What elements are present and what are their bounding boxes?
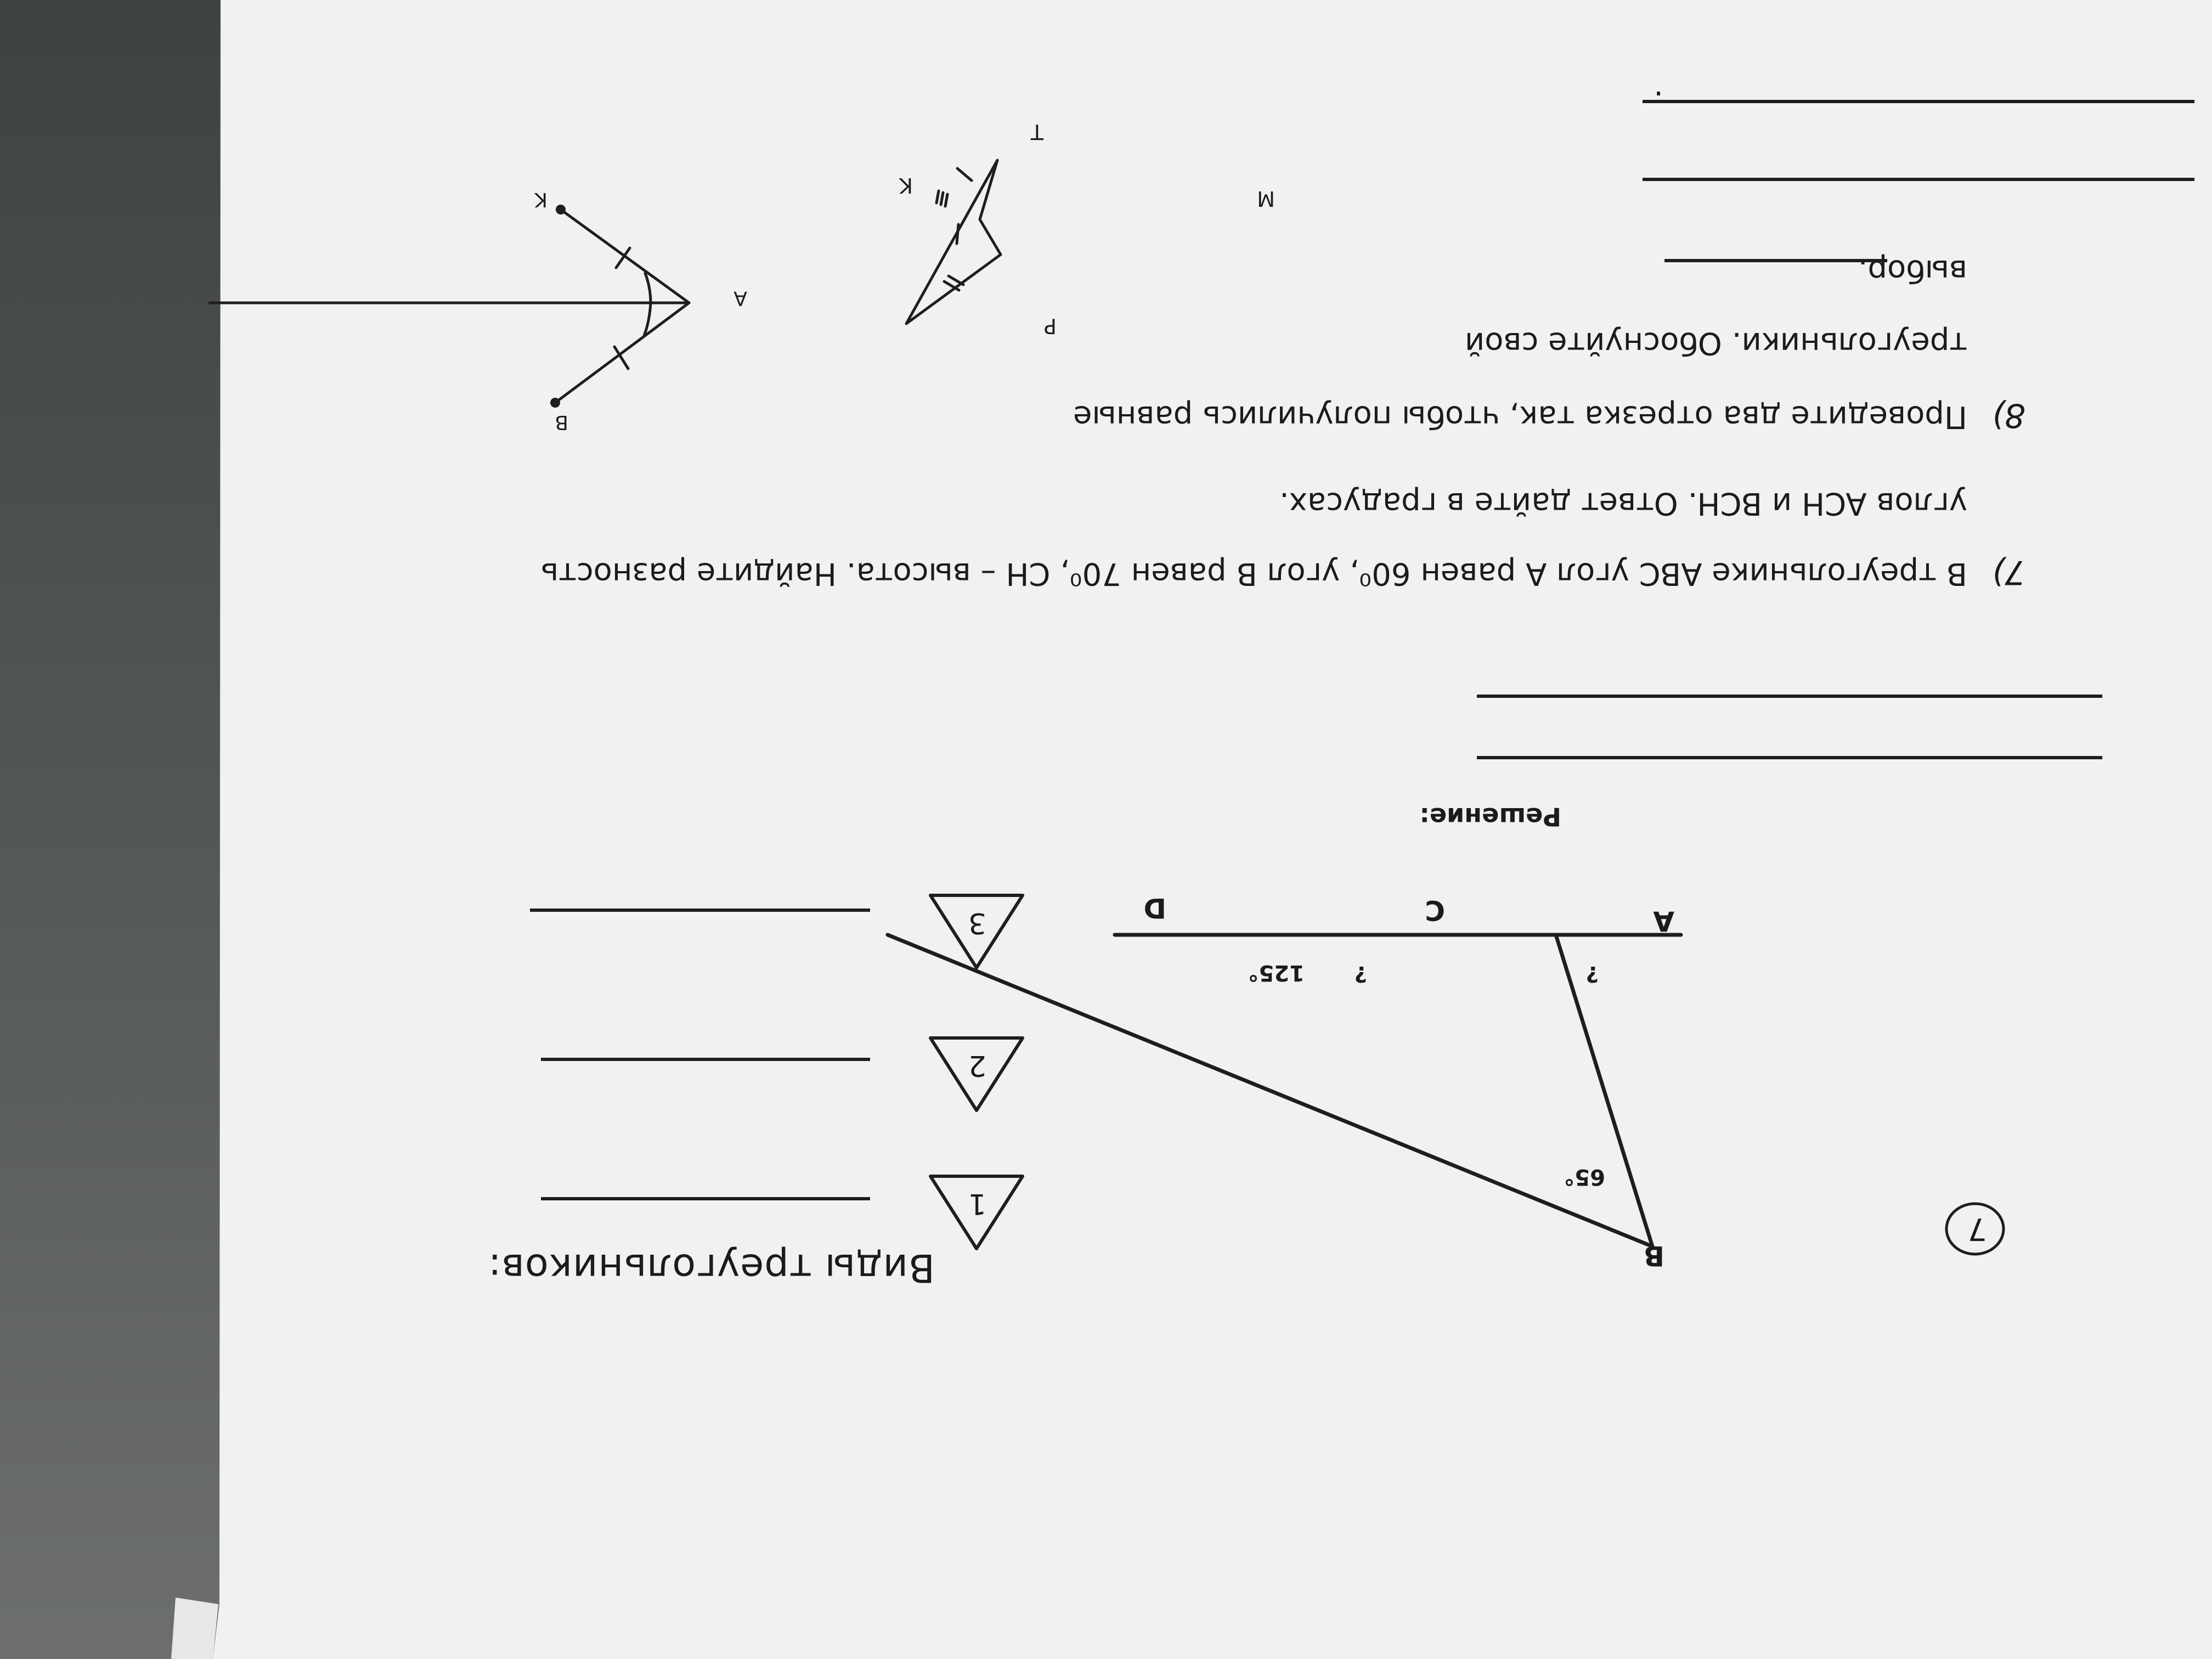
figure1-label-a: A <box>733 287 747 309</box>
angle-label-a: ? <box>1585 961 1599 986</box>
vertex-label-d: D <box>1143 892 1166 924</box>
task-7-number: 7) <box>1991 553 2025 591</box>
triangle-type-number-3: 3 <box>968 906 986 939</box>
figure1-label-b: B <box>555 411 568 433</box>
task-8-text-line-3: выбор. <box>1858 253 1967 289</box>
angle-label-c-outer: 125° <box>1248 960 1305 985</box>
task-8-text-line-2: треугольники. Обоснуйте свой <box>1464 325 1967 361</box>
figure1-label-k: K <box>534 188 548 211</box>
angle-label-c-inner: ? <box>1354 961 1367 986</box>
task-7-text-line-1: В треугольнике ABC угол A равен 60⁰, угол B равен 70⁰, CH – высота. Найдите разность <box>540 556 1967 591</box>
vertex-label-b: B <box>1643 1240 1664 1272</box>
task-8-number: 8) <box>1991 396 2025 435</box>
vertex-label-a: A <box>1653 905 1674 937</box>
section-title: Виды треугольников: <box>488 1245 935 1290</box>
figure2-label-m: M <box>1257 187 1275 211</box>
task-8-end-mark: . <box>1654 84 1663 120</box>
task-7-text-line-2: углов ACH и BCH. Ответ дайте в градусах. <box>1279 486 1967 521</box>
task-8-text-line-1: Проведите два отрезка так, чтобы получились равные <box>1073 399 1967 435</box>
solution-label: Решение: <box>1419 802 1561 832</box>
circled-number: 7 <box>1967 1211 1987 1246</box>
angle-label-b: 65° <box>1564 1164 1605 1189</box>
figure2-label-p: P <box>1044 314 1057 338</box>
figure2-label-k: K <box>899 173 913 198</box>
triangle-type-number-2: 2 <box>968 1049 986 1082</box>
figure2-label-t: T <box>1030 120 1043 144</box>
triangle-type-number-1: 1 <box>968 1187 986 1220</box>
vertex-label-c: C <box>1425 894 1445 926</box>
